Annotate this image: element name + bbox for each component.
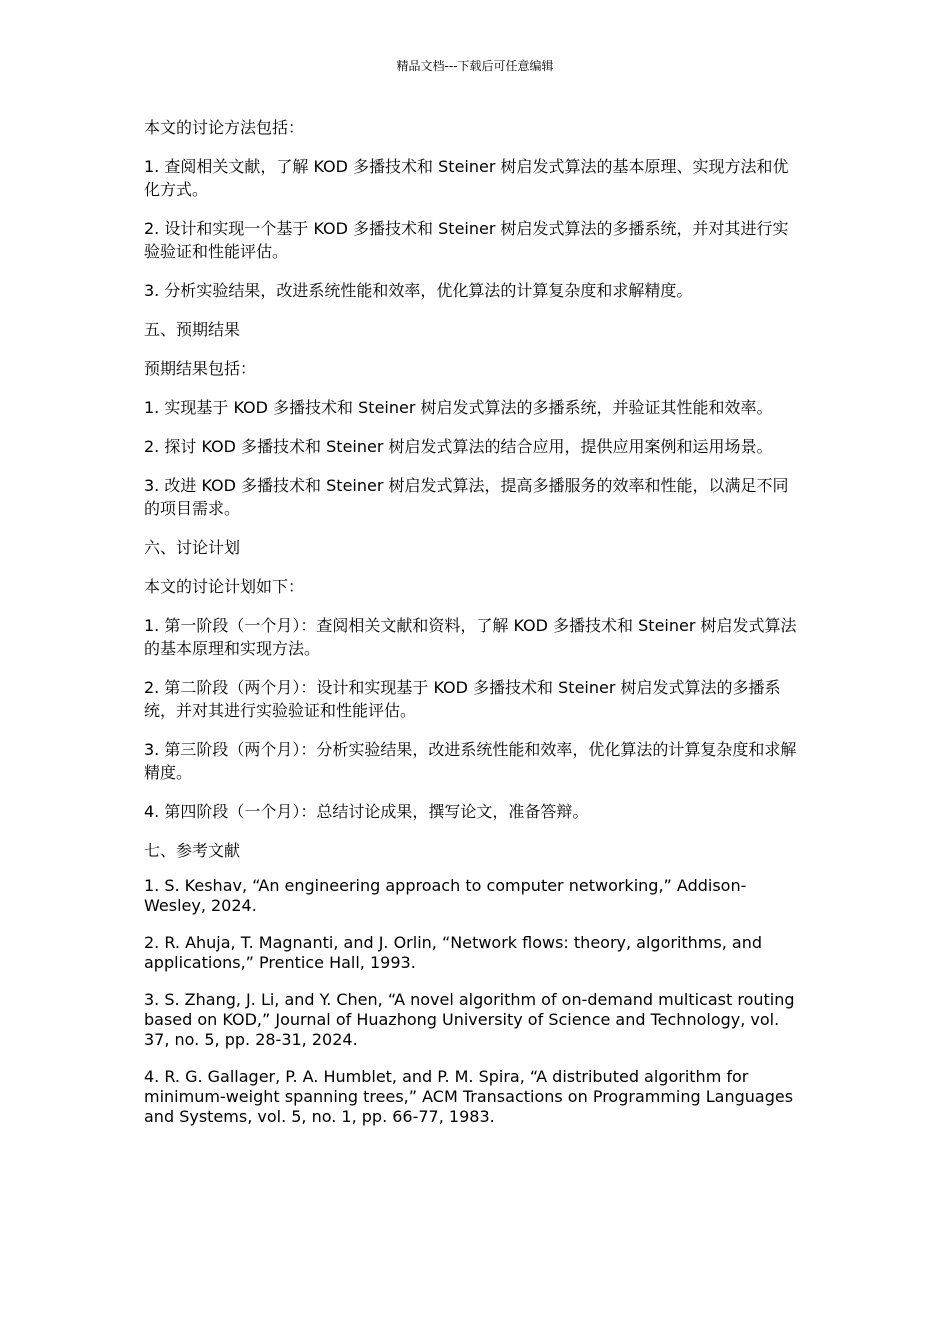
plan-item-4: 4. 第四阶段（一个月）：总结讨论成果，撰写论文，准备答辩。	[144, 802, 589, 821]
methods-item-3: 3. 分析实验结果，改进系统性能和效率，优化算法的计算复杂度和求解精度。	[144, 281, 693, 300]
plan-intro: 本文的讨论计划如下：	[144, 577, 305, 596]
document-body	[144, 116, 804, 1144]
section-heading-references: 七、参考文献	[144, 841, 241, 860]
results-item-3: 3. 改进 KOD 多播技术和 Steiner 树启发式算法，提高多播服务的效率和性能，以满足不同的项目需求。	[144, 476, 789, 518]
plan-item-3: 3. 第三阶段（两个月）：分析实验结果，改进系统性能和效率，优化算法的计算复杂度和求解精度。	[144, 740, 797, 782]
results-item-2: 2. 探讨 KOD 多播技术和 Steiner 树启发式算法的结合应用，提供应用案例和运用场景。	[144, 437, 773, 456]
reference-item: 4. R. G. Gallager, P. A. Humblet, and P. M. Spira, “A distributed algorithm for minimum-weight spanning trees,” ACM Transactions on Programming Languages and Systems, vol. 5, no. 1, pp. 66-77, 1983.	[144, 1067, 794, 1126]
methods-intro: 本文的讨论方法包括：	[144, 118, 305, 137]
reference-item: 2. R. Ahuja, T. Magnanti, and J. Orlin, “Network flows: theory, algorithms, and applications,” Prentice Hall, 1993.	[144, 933, 762, 972]
results-item-1: 1. 实现基于 KOD 多播技术和 Steiner 树启发式算法的多播系统，并验证其性能和效率。	[144, 398, 773, 417]
plan-item-2: 2. 第二阶段（两个月）：设计和实现基于 KOD 多播技术和 Steiner 树启发式算法的多播系统，并对其进行实验验证和性能评估。	[144, 678, 781, 720]
reference-item: 1. S. Keshav, “An engineering approach to computer networking,” Addison-Wesley, 2024.	[144, 876, 747, 915]
page-header: 精品文档---下载后可任意编辑	[396, 59, 554, 73]
results-intro: 预期结果包括：	[144, 359, 257, 378]
methods-item-2: 2. 设计和实现一个基于 KOD 多播技术和 Steiner 树启发式算法的多播系统，并对其进行实验验证和性能评估。	[144, 219, 789, 261]
section-heading-plan: 六、讨论计划	[144, 538, 241, 557]
methods-item-1: 1. 查阅相关文献，了解 KOD 多播技术和 Steiner 树启发式算法的基本原理、实现方法和优化方式。	[144, 157, 789, 199]
reference-item: 3. S. Zhang, J. Li, and Y. Chen, “A novel algorithm of on-demand multicast routing based on KOD,” Journal of Huazhong University of Science and Technology, vol. 37, no. 5, pp. 28-31, 2024.	[144, 990, 795, 1049]
section-heading-expected-results: 五、预期结果	[144, 320, 241, 339]
plan-item-1: 1. 第一阶段（一个月）：查阅相关文献和资料，了解 KOD 多播技术和 Steiner 树启发式算法的基本原理和实现方法。	[144, 616, 797, 658]
